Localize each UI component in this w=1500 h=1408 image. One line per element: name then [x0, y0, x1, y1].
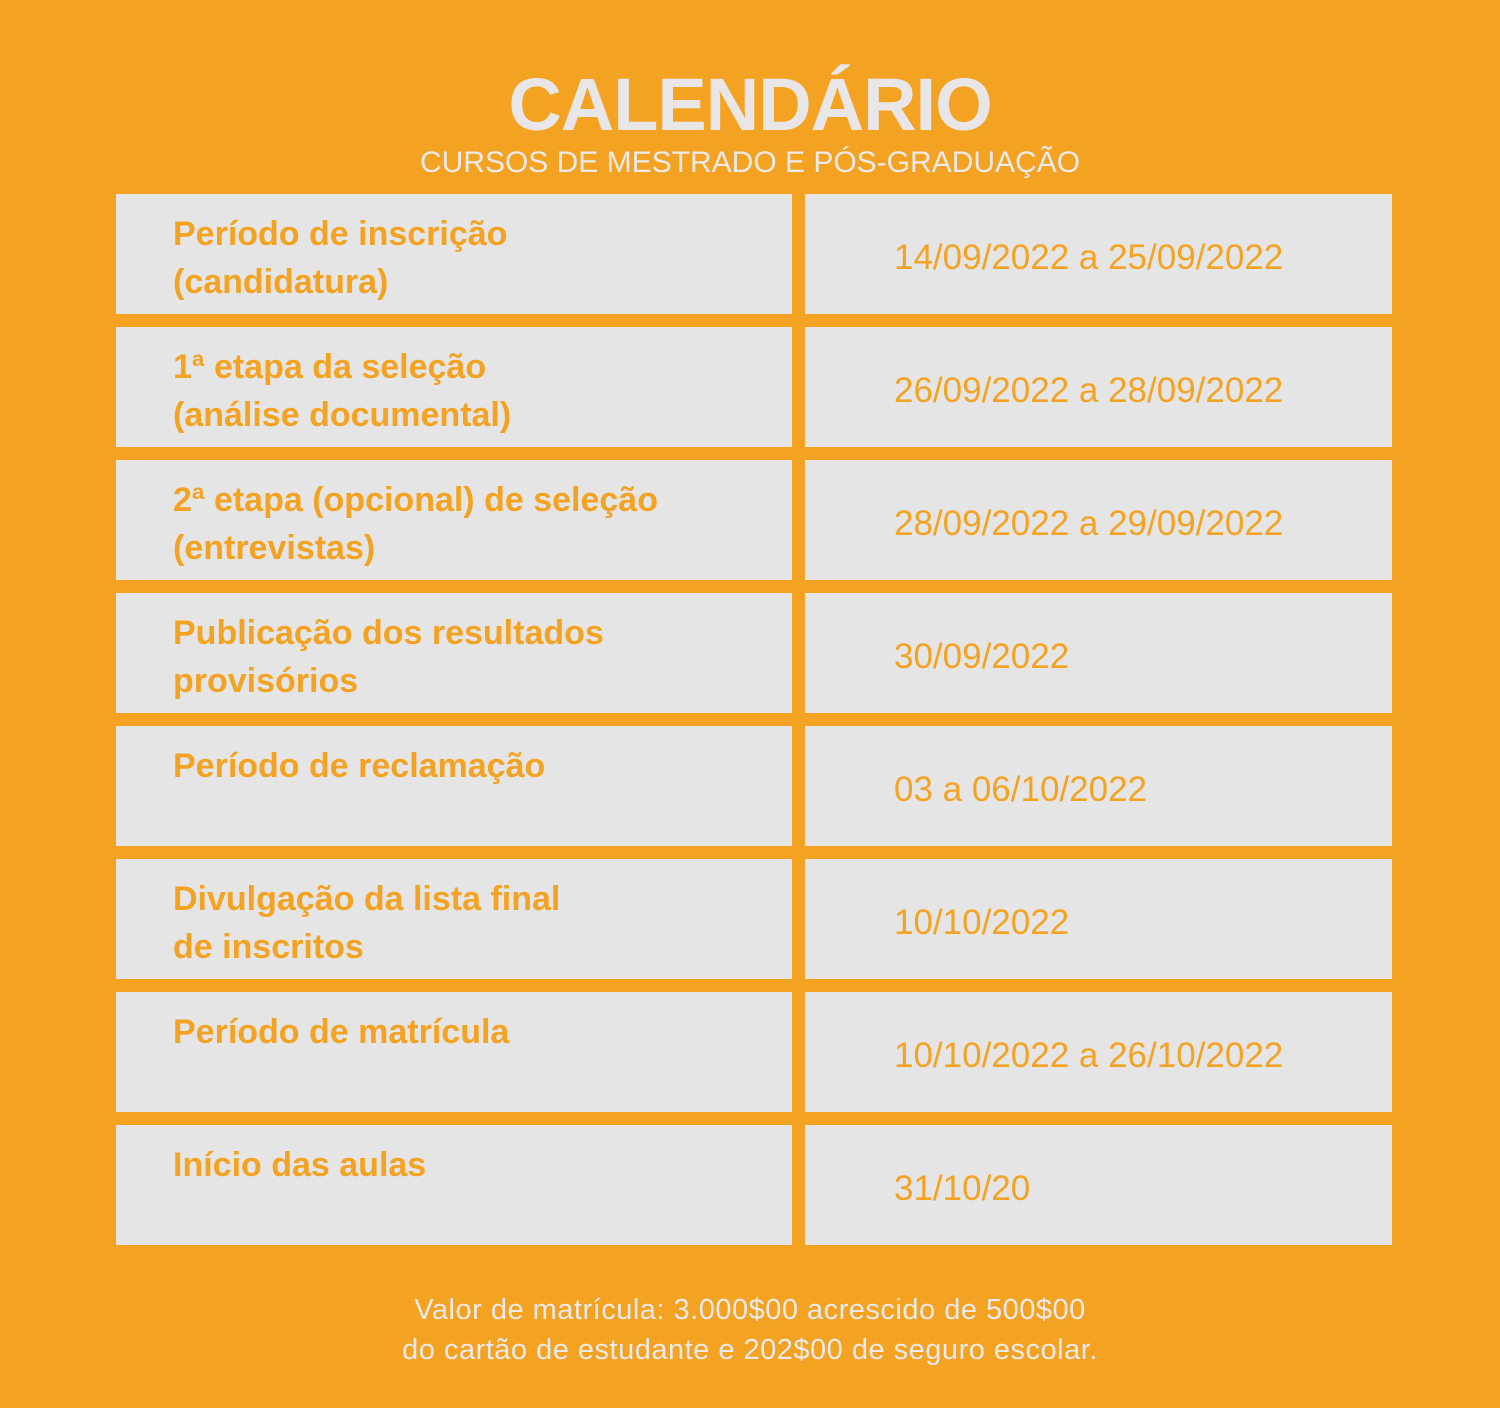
schedule-row [116, 593, 1392, 713]
event-label-line: provisórios [173, 662, 359, 700]
event-label-line: de inscritos [173, 928, 364, 966]
event-label [116, 327, 792, 447]
schedule-row [116, 460, 1392, 580]
event-date: 26/09/2022 a 28/09/2022 [805, 327, 1392, 447]
event-label-line: (análise documental) [173, 396, 512, 434]
page-subtitle: CURSOS DE MESTRADO E PÓS-GRADUAÇÃO [419, 146, 1081, 179]
schedule-table [116, 194, 1392, 1258]
schedule-row [116, 726, 1392, 846]
schedule-row [116, 327, 1392, 447]
event-label-line: Divulgação da lista final [173, 880, 561, 918]
event-date: 03 a 06/10/2022 [805, 726, 1392, 846]
event-label-line: Início das aulas [173, 1146, 427, 1184]
event-label [116, 194, 792, 314]
schedule-row [116, 992, 1392, 1112]
event-label-line: Publicação dos resultados [173, 614, 604, 652]
event-date: 10/10/2022 [805, 859, 1392, 979]
fee-note [0, 1290, 1500, 1370]
event-date: 31/10/20 [805, 1125, 1392, 1245]
event-date: 10/10/2022 a 26/10/2022 [805, 992, 1392, 1112]
schedule-row [116, 194, 1392, 314]
event-label [116, 726, 792, 846]
event-label [116, 992, 792, 1112]
schedule-row [116, 1125, 1392, 1245]
event-label [116, 593, 792, 713]
event-label-line: 2ª etapa (opcional) de seleção [173, 481, 658, 519]
event-label [116, 859, 792, 979]
page-title: CALENDÁRIO [508, 63, 992, 146]
event-label-line: 1ª etapa da seleção [173, 348, 487, 386]
event-date: 14/09/2022 a 25/09/2022 [805, 194, 1392, 314]
fee-note-line: Valor de matrícula: 3.000$00 acrescido de 500$00 [414, 1294, 1086, 1326]
event-label-line: (entrevistas) [173, 529, 376, 567]
event-label [116, 460, 792, 580]
fee-note-line: do cartão de estudante e 202$00 de seguro escolar. [402, 1334, 1098, 1366]
event-label [116, 1125, 792, 1245]
event-date: 30/09/2022 [805, 593, 1392, 713]
event-label-line: Período de reclamação [173, 747, 546, 785]
event-label-line: (candidatura) [173, 263, 389, 301]
event-date: 28/09/2022 a 29/09/2022 [805, 460, 1392, 580]
event-label-line: Período de inscrição [173, 215, 508, 253]
event-label-line: Período de matrícula [173, 1013, 510, 1051]
schedule-row [116, 859, 1392, 979]
